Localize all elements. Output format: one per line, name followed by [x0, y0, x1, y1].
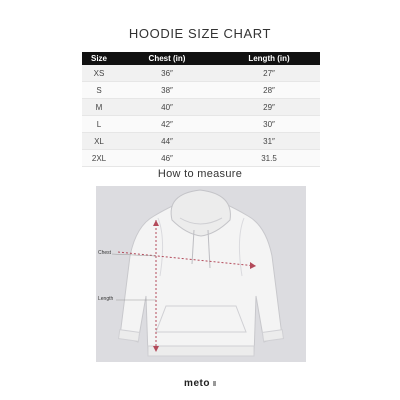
chest-label: Chest — [98, 250, 112, 256]
chest-cell: 36″ — [116, 65, 218, 82]
hoodie-measure-image — [96, 186, 306, 362]
table-row — [82, 82, 320, 99]
hoodie-illustration — [96, 186, 306, 362]
chest-cell: 40″ — [116, 99, 218, 116]
chest-cell: 46″ — [116, 150, 218, 167]
table-row — [82, 150, 320, 167]
length-cell: 28″ — [218, 82, 320, 99]
brand-logo — [0, 378, 400, 389]
size-cell: S — [82, 82, 116, 99]
length-cell: 27″ — [218, 65, 320, 82]
length-label: Length — [98, 296, 114, 302]
chest-cell: 42″ — [116, 116, 218, 133]
header-chest: Chest (in) — [116, 52, 218, 65]
size-cell: 2XL — [82, 150, 116, 167]
header-length: Length (in) — [218, 52, 320, 65]
size-cell: L — [82, 116, 116, 133]
table-row — [82, 99, 320, 116]
length-cell: 31″ — [218, 133, 320, 150]
brand-logo-text: meto — [184, 378, 210, 389]
chart-title: HOODIE SIZE CHART — [128, 26, 272, 41]
table-header-row — [82, 52, 320, 65]
length-cell: 31.5 — [218, 150, 320, 167]
length-cell: 29″ — [218, 99, 320, 116]
size-cell: XS — [82, 65, 116, 82]
length-cell: 30″ — [218, 116, 320, 133]
table-row — [82, 133, 320, 150]
table-row — [82, 65, 320, 82]
size-cell: XL — [82, 133, 116, 150]
chest-cell: 44″ — [116, 133, 218, 150]
size-table — [82, 52, 320, 167]
table-row — [82, 116, 320, 133]
header-size: Size — [82, 52, 116, 65]
measure-title: How to measure — [157, 168, 243, 180]
size-cell: M — [82, 99, 116, 116]
chest-cell: 38″ — [116, 82, 218, 99]
logo-mark-icon — [213, 381, 216, 386]
